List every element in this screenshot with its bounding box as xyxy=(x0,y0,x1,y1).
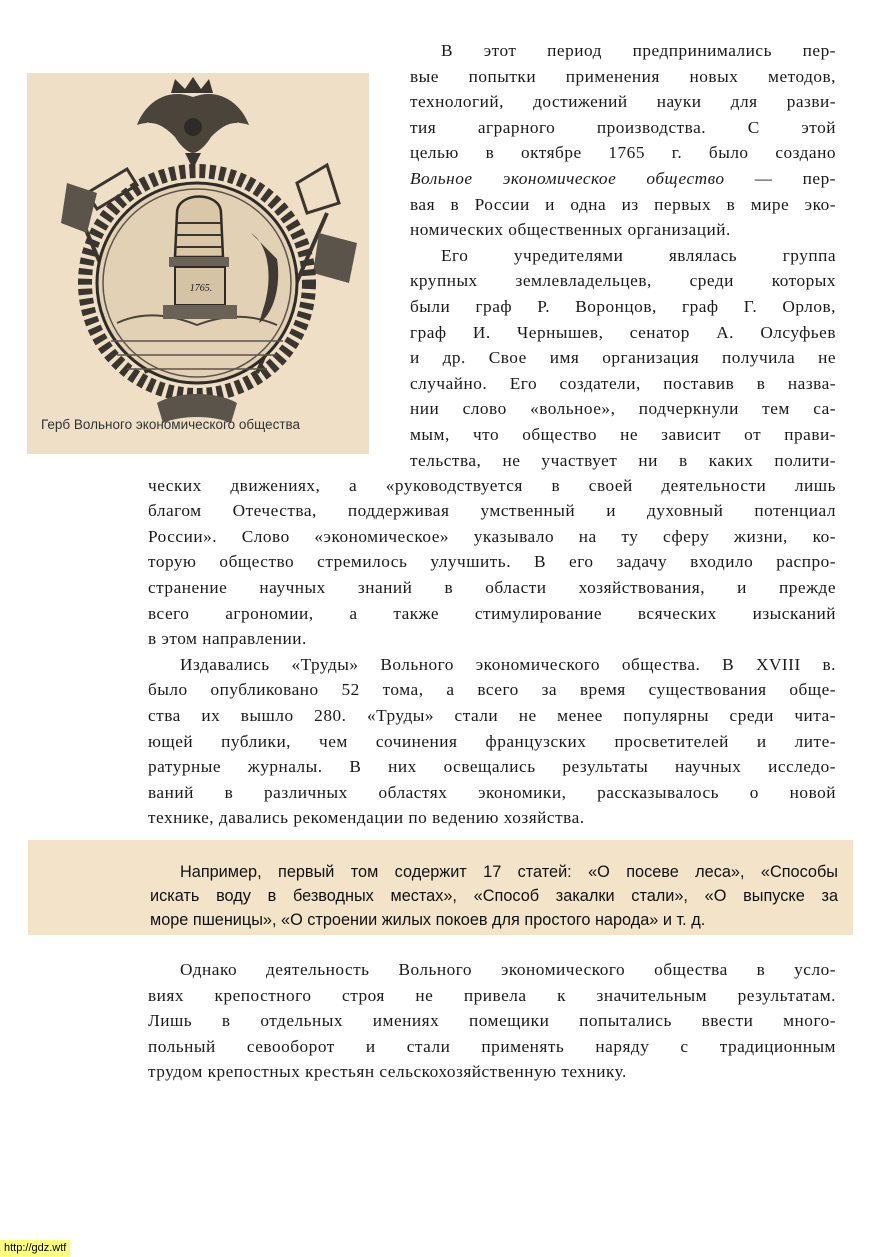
text-line: в этом направлении. xyxy=(148,629,307,649)
text-line: номических общественных организаций. xyxy=(410,220,731,240)
text-line: польный севооборот и стали применять наряду с традиционным xyxy=(148,1036,836,1056)
text-line xyxy=(410,166,836,192)
text-line: тия аграрного производства. С этой xyxy=(410,117,836,137)
text-line: Однако деятельность Вольного экономического общества в усло- xyxy=(180,960,836,979)
text-line: Его учредителями являлась группа xyxy=(441,245,836,265)
text-line: технологий, достижений науки для разви- xyxy=(410,92,836,112)
text-line: благом Отечества, поддерживая умственный и духовный потенциал xyxy=(148,501,836,521)
term-line-rest: — пер- xyxy=(724,169,836,188)
text-line: ческих движениях, а «руководствуется в своей деятельности лишь xyxy=(148,475,836,495)
text-line: граф И. Чернышев, сенатор А. Олсуфьев xyxy=(410,322,836,342)
text-line: вые попытки применения новых методов, xyxy=(410,66,836,86)
note-line: море пшеницы», «О строении жилых покоев для простого народа» и т. д. xyxy=(150,911,706,929)
text-line: трудом крепостных крестьян сельскохозяйственную технику. xyxy=(148,1062,627,1082)
text-line: ратурные журналы. В них освещались результаты научных исследо- xyxy=(148,757,836,777)
text-line: ваний в различных областях экономики, рассказывалось о новой xyxy=(148,782,836,802)
text-line: мым, что общество не зависит от прави- xyxy=(410,425,836,444)
text-line: вая в России и одна из первых в мире эко- xyxy=(410,194,836,214)
note-line: Например, первый том содержит 17 статей: «О посеве леса», «Способы xyxy=(180,863,838,881)
text-line: виях крепостного строя не привела к значительным результатам. xyxy=(148,985,836,1005)
text-line: нии слово «вольное», подчеркнули тем са- xyxy=(410,399,836,419)
text-line: ющей публики, чем сочинения французских просветителей и лите- xyxy=(148,731,836,751)
text-line: технике, давались рекомендации по ведению хозяйства. xyxy=(148,808,585,828)
text-line: России». Слово «экономическое» указывало на ту сферу жизни, ко- xyxy=(148,526,836,546)
text-line: было опубликовано 52 тома, а всего за время существования обще- xyxy=(148,680,836,700)
text-line: всего агрономии, а также стимулирование всяческих изысканий xyxy=(148,603,836,623)
text-line: Издавались «Труды» Вольного экономического общества. В XVIII в. xyxy=(180,654,836,674)
text-line: Лишь в отдельных имениях помещики попытались ввести много- xyxy=(148,1011,836,1031)
text-line: целью в октябре 1765 г. было создано xyxy=(410,143,836,163)
society-name-term: Вольное экономическое общество xyxy=(410,169,725,188)
text-line: и др. Свое имя организация получила не xyxy=(410,348,836,368)
text-line: торую общество стремилось улучшить. В его задачу входило распро- xyxy=(148,552,836,572)
site-watermark[interactable]: http://gdz.wtf xyxy=(0,1240,70,1257)
text-line: крупных землевладельцев, среди которых xyxy=(410,271,836,291)
text-line: случайно. Его создатели, поставив в назва- xyxy=(410,373,836,393)
figure-caption: Герб Вольного экономического общества xyxy=(41,417,301,432)
text-line: ства их вышло 280. «Труды» стали не менее популярны среди чита- xyxy=(148,706,836,725)
note-line: искать воду в безводных местах», «Способ закалки стали», «О выпуске за xyxy=(150,887,838,905)
text-line: странение научных знаний в области хозяйствования, и прежде xyxy=(148,578,836,597)
text-line: тельства, не участвует ни в каких полити- xyxy=(410,450,836,470)
coat-of-arms-figure xyxy=(27,73,369,454)
text-line: были граф Р. Воронцов, граф Г. Орлов, xyxy=(410,297,836,316)
coat-of-arms-image xyxy=(27,73,369,454)
text-line: В этот период предпринимались пер- xyxy=(441,41,836,60)
stamp-year: 1765. xyxy=(189,283,213,294)
